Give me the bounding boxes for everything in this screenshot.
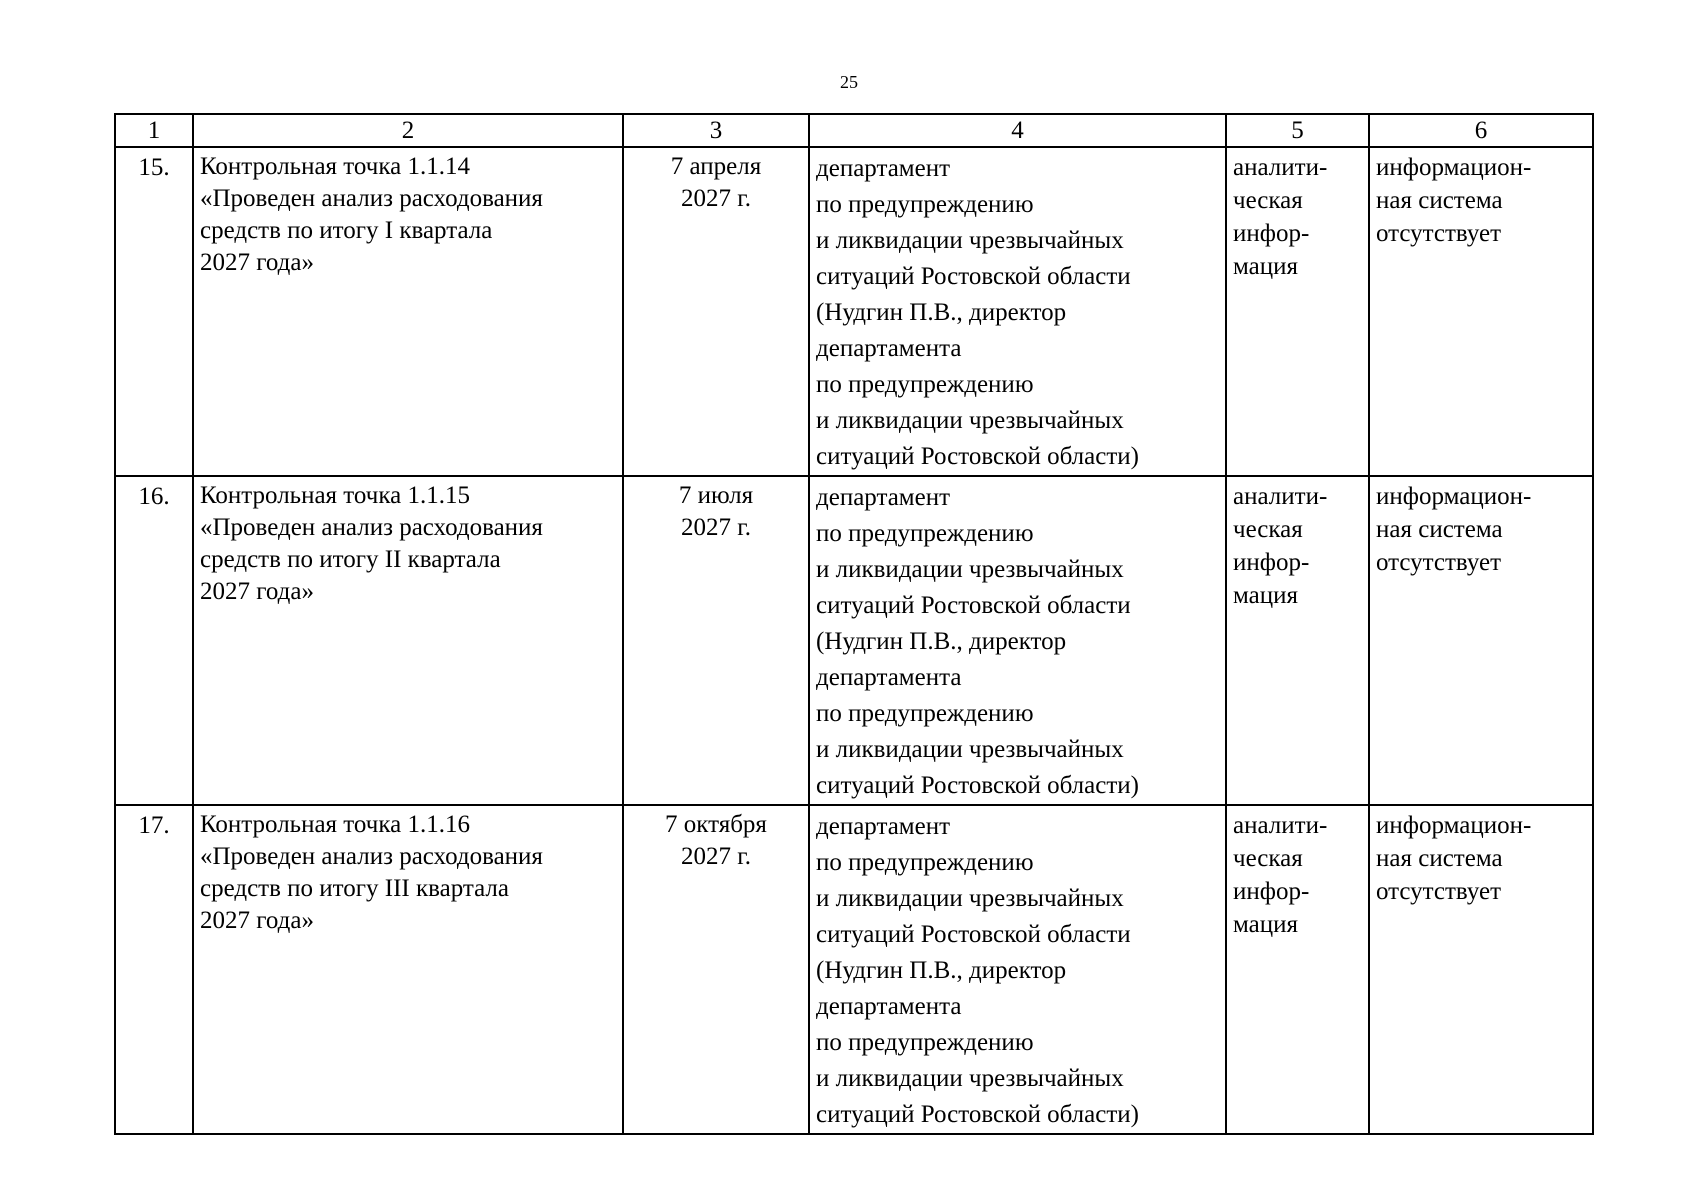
deadline-date: 7 октября 2027 г. bbox=[665, 811, 767, 870]
control-point-title-cell bbox=[193, 805, 623, 1134]
control-points-table bbox=[114, 113, 1594, 1135]
document-type: аналити- ческая инфор- мация bbox=[1233, 483, 1328, 609]
deadline-cell bbox=[623, 476, 809, 805]
control-point-title: Контрольная точка 1.1.15 «Проведен анализ расходования средств по итогу II квартала 2027 года» bbox=[200, 482, 543, 605]
table-row bbox=[115, 476, 1593, 805]
document-type-cell bbox=[1226, 147, 1369, 476]
column-header-4: 4 bbox=[809, 114, 1226, 147]
responsible-cell bbox=[809, 805, 1226, 1134]
column-header-1: 1 bbox=[115, 114, 193, 147]
control-point-title: Контрольная точка 1.1.16 «Проведен анализ расходования средств по итогу III квартала 2027 года» bbox=[200, 811, 543, 934]
responsible-cell bbox=[809, 476, 1226, 805]
page-number: 25 bbox=[840, 72, 858, 92]
control-point-title: Контрольная точка 1.1.14 «Проведен анализ расходования средств по итогу I квартала 2027 года» bbox=[200, 153, 543, 276]
deadline-cell bbox=[623, 805, 809, 1134]
info-system-cell bbox=[1369, 805, 1593, 1134]
row-number: 17. bbox=[115, 805, 193, 1134]
control-point-title-cell bbox=[193, 147, 623, 476]
info-system-cell bbox=[1369, 476, 1593, 805]
row-number: 15. bbox=[115, 147, 193, 476]
responsible-executor: департамент по предупреждению и ликвидации чрезвычайных ситуаций Ростовской области (Нудгин П.В., директор департамента по предупреждению и ликвидации чрезвычайных ситуаций Ростовской области) bbox=[816, 813, 1139, 1128]
deadline-date: 7 июля 2027 г. bbox=[678, 482, 754, 541]
document-type: аналити- ческая инфор- мация bbox=[1233, 812, 1328, 938]
info-system: информацион- ная система отсутствует bbox=[1376, 483, 1532, 576]
document-type: аналити- ческая инфор- мация bbox=[1233, 154, 1328, 280]
info-system-cell bbox=[1369, 147, 1593, 476]
responsible-cell bbox=[809, 147, 1226, 476]
column-header-6: 6 bbox=[1369, 114, 1593, 147]
responsible-executor: департамент по предупреждению и ликвидации чрезвычайных ситуаций Ростовской области (Нудгин П.В., директор департамента по предупреждению и ликвидации чрезвычайных ситуаций Ростовской области) bbox=[816, 484, 1139, 799]
info-system: информацион- ная система отсутствует bbox=[1376, 812, 1532, 905]
document-type-cell bbox=[1226, 805, 1369, 1134]
info-system: информацион- ная система отсутствует bbox=[1376, 154, 1532, 247]
table-row bbox=[115, 147, 1593, 476]
responsible-executor: департамент по предупреждению и ликвидации чрезвычайных ситуаций Ростовской области (Нудгин П.В., директор департамента по предупреждению и ликвидации чрезвычайных ситуаций Ростовской области) bbox=[816, 155, 1139, 470]
column-header-2: 2 bbox=[193, 114, 623, 147]
row-number: 16. bbox=[115, 476, 193, 805]
deadline-date: 7 апреля 2027 г. bbox=[670, 153, 762, 212]
document-type-cell bbox=[1226, 476, 1369, 805]
deadline-cell bbox=[623, 147, 809, 476]
column-header-3: 3 bbox=[623, 114, 809, 147]
column-header-5: 5 bbox=[1226, 114, 1369, 147]
control-point-title-cell bbox=[193, 476, 623, 805]
table-header-row bbox=[115, 114, 1593, 147]
table-row bbox=[115, 805, 1593, 1134]
